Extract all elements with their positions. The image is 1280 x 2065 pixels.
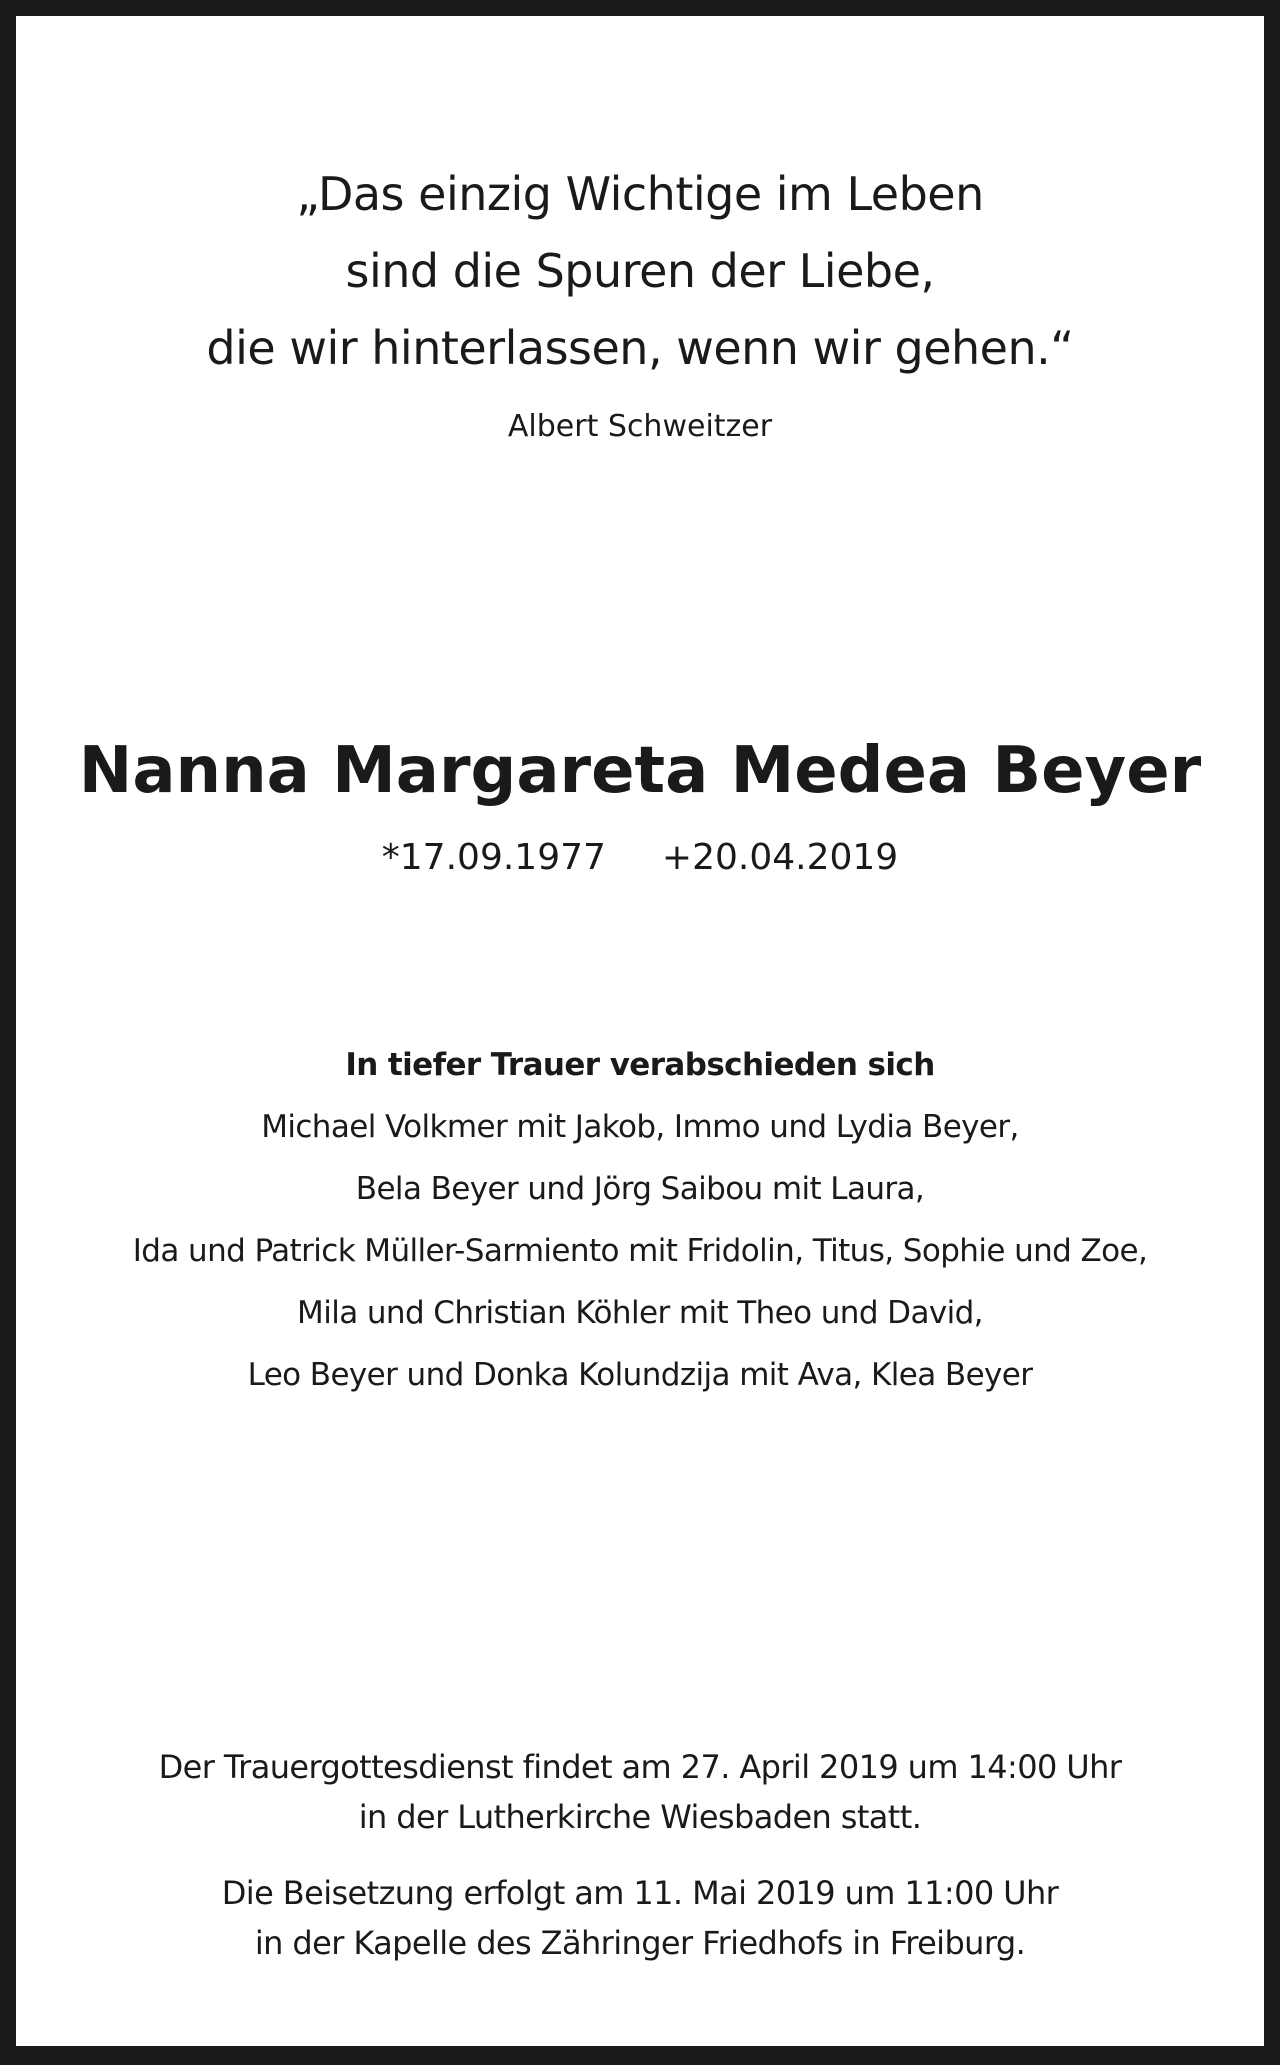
mourner-line: Michael Volkmer mit Jakob, Immo und Lydia Beyer,	[261, 1109, 1019, 1145]
mourners-intro: In tiefer Trauer verabschieden sich	[345, 1047, 935, 1083]
burial-line: in der Kapelle des Zähringer Friedhofs in Freiburg.	[254, 1924, 1026, 1962]
mourner-line: Bela Beyer und Jörg Saibou mit Laura,	[355, 1171, 925, 1207]
quote-line: sind die Spuren der Liebe,	[345, 244, 935, 298]
quote-line: „Das einzig Wichtige im Leben	[296, 167, 984, 221]
service-line: in der Lutherkirche Wiesbaden statt.	[358, 1798, 922, 1836]
life-dates	[16, 833, 1264, 883]
burial-line: Die Beisetzung erfolgt am 11. Mai 2019 um 11:00 Uhr	[221, 1874, 1059, 1912]
deceased-block	[16, 731, 1264, 883]
death-date: +20.04.2019	[661, 837, 899, 878]
mourner-line: Ida und Patrick Müller-Sarmiento mit Fridolin, Titus, Sophie und Zoe,	[132, 1233, 1148, 1269]
quote-author: Albert Schweitzer	[507, 409, 773, 444]
quote-line: die wir hinterlassen, wenn wir gehen.“	[206, 321, 1074, 375]
burial-info	[16, 1868, 1264, 1968]
service-line: Der Trauergottesdienst findet am 27. April 2019 um 14:00 Uhr	[158, 1748, 1122, 1786]
deceased-name: Nanna Margareta Medea Beyer	[78, 734, 1202, 808]
mourners-block	[16, 1034, 1264, 1406]
quote-block	[16, 156, 1264, 447]
birth-date: *17.09.1977	[381, 837, 606, 878]
obituary-card	[16, 16, 1264, 2046]
mourner-line: Mila und Christian Köhler mit Theo und David,	[297, 1295, 983, 1331]
ceremony-info	[16, 1742, 1264, 1968]
mourner-line: Leo Beyer und Donka Kolundzija mit Ava, Klea Beyer	[247, 1357, 1033, 1393]
service-info	[16, 1742, 1264, 1842]
